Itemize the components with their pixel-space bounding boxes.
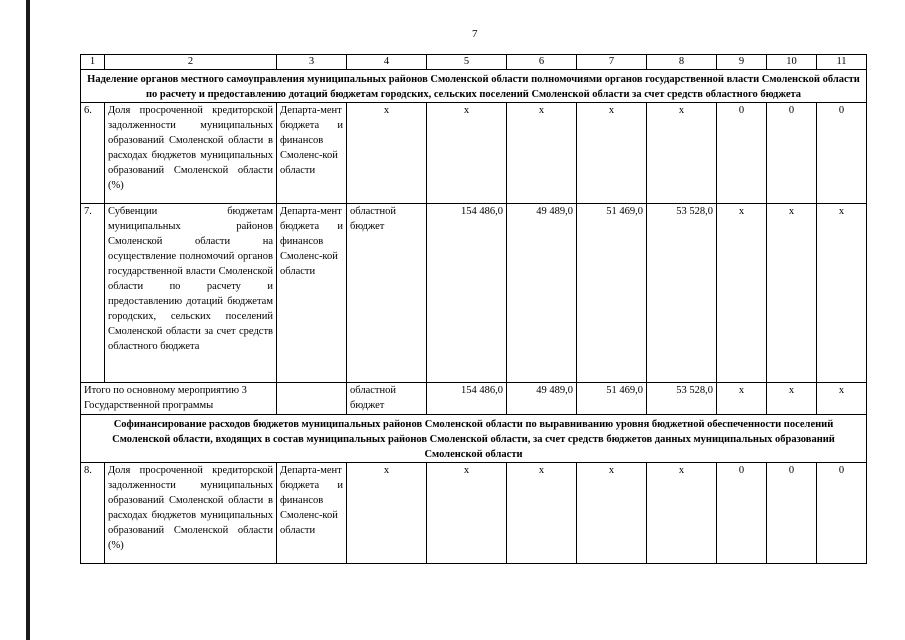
row-number: 6. (81, 103, 105, 204)
row-executor: Департа-мент бюджета и финансов Смоленс-кой области (277, 463, 347, 564)
cell-value: 0 (817, 463, 867, 564)
col-header: 2 (105, 55, 277, 70)
column-number-row (81, 55, 867, 70)
table-row (81, 204, 867, 383)
row-name: Доля просроченной кредиторской задолженности муниципальных образований Смоленской области в расходах бюджетов муниципальных образований Смоленской области (%) (105, 103, 277, 204)
row-name: Субвенции бюджетам муниципальных районов Смоленской области на осуществление полномочий органов государственной власти Смоленской области по расчету и предоставлению дотаций бюджетам городских, сельских поселений Смоленской области за счет средств областного бюджета (105, 204, 277, 383)
page-edge-bar (26, 0, 30, 640)
cell-value: x (717, 383, 767, 415)
col-header: 6 (507, 55, 577, 70)
cell-value: 49 489,0 (507, 204, 577, 383)
cell-value: x (507, 463, 577, 564)
row-number: 7. (81, 204, 105, 383)
page-number: 7 (472, 28, 478, 40)
table-row (81, 103, 867, 204)
col-header: 7 (577, 55, 647, 70)
total-executor (277, 383, 347, 415)
document-body (80, 54, 866, 564)
cell-value: 0 (717, 463, 767, 564)
section-title: Наделение органов местного самоуправления муниципальных районов Смоленской области полномочиями органов государственной власти Смоленской области по расчету и предоставлению дотаций бюджетам городских, сельских поселений Смоленской области за счет средств областного бюджета (81, 70, 867, 103)
cell-value: x (647, 463, 717, 564)
col-header: 1 (81, 55, 105, 70)
cell-value: x (427, 103, 507, 204)
cell-value: 0 (767, 463, 817, 564)
section-title: Софинансирование расходов бюджетов муниципальных районов Смоленской области по выравниванию уровня бюджетной обеспеченности поселений Смоленской области, входящих в состав муниципальных районов Смоленской области, за счет средств бюджетов данных муниципальных образований Смоленской области (81, 415, 867, 463)
cell-value: x (767, 204, 817, 383)
cell-value: x (507, 103, 577, 204)
table-row (81, 463, 867, 564)
cell-value: 0 (717, 103, 767, 204)
cell-value: 154 486,0 (427, 204, 507, 383)
row-executor: Департа-мент бюджета и финансов Смоленс-кой области (277, 204, 347, 383)
col-header: 9 (717, 55, 767, 70)
col-header: 10 (767, 55, 817, 70)
cell-value: x (717, 204, 767, 383)
cell-value: 154 486,0 (427, 383, 507, 415)
cell-value: 0 (767, 103, 817, 204)
row-name: Доля просроченной кредиторской задолженности муниципальных образований Смоленской области в расходах бюджетов муниципальных образований Смоленской области (%) (105, 463, 277, 564)
col-header: 3 (277, 55, 347, 70)
cell-value: x (577, 463, 647, 564)
cell-value: 53 528,0 (647, 204, 717, 383)
cell-value: x (817, 383, 867, 415)
program-table (80, 54, 867, 564)
cell-value: x (427, 463, 507, 564)
cell-value: 49 489,0 (507, 383, 577, 415)
cell-value: x (347, 103, 427, 204)
col-header: 5 (427, 55, 507, 70)
col-header: 8 (647, 55, 717, 70)
cell-value: 0 (817, 103, 867, 204)
row-number: 8. (81, 463, 105, 564)
section-heading-row (81, 415, 867, 463)
col-header: 4 (347, 55, 427, 70)
cell-value: 53 528,0 (647, 383, 717, 415)
cell-value: x (347, 463, 427, 564)
cell-value: 51 469,0 (577, 204, 647, 383)
row-executor: Департа-мент бюджета и финансов Смоленс-кой области (277, 103, 347, 204)
total-label: Итого по основному мероприятию 3 Государственной программы (81, 383, 277, 415)
total-source: областной бюджет (347, 383, 427, 415)
cell-value: x (767, 383, 817, 415)
cell-value: x (577, 103, 647, 204)
section-heading-row (81, 70, 867, 103)
row-source: областной бюджет (347, 204, 427, 383)
cell-value: x (647, 103, 717, 204)
cell-value: x (817, 204, 867, 383)
cell-value: 51 469,0 (577, 383, 647, 415)
col-header: 11 (817, 55, 867, 70)
total-row (81, 383, 867, 415)
